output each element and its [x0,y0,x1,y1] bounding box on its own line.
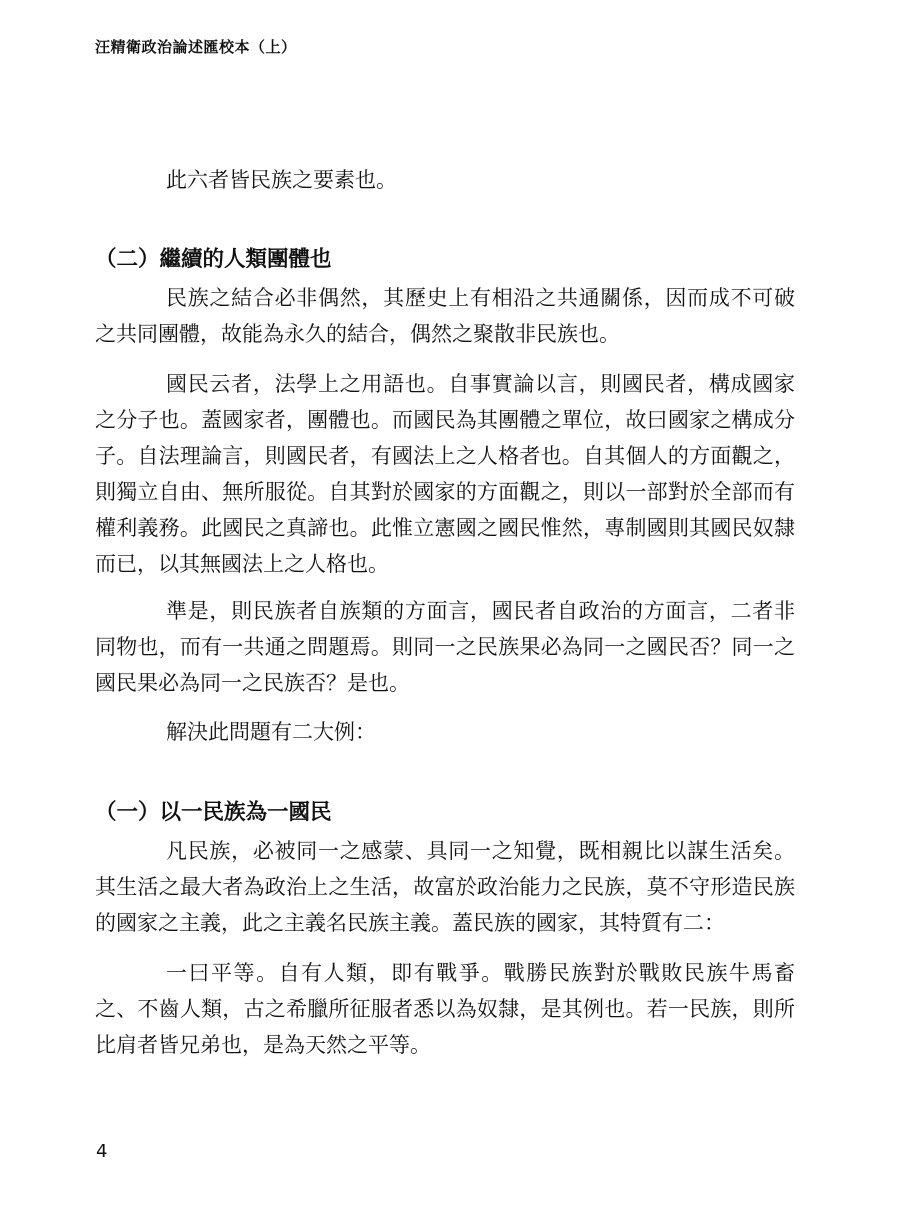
paragraph-6 [95,833,795,941]
paragraph-7-text: 一曰平等。自有人類，即有戰爭。戰勝民族對於戰敗民族牛馬畜之、不齒人類，古之希臘所征服者悉以為奴隸，是其例也。若一民族，則所比肩者皆兄弟也，是為天然之平等。 [95,961,795,1057]
page-number: 4 [96,1141,108,1162]
paragraph-3-text: 國民云者，法學上之用語也。自事實論以言，則國民者，構成國家之分子也。蓋國家者，團體也。而國民為其團體之單位，故曰國家之構成分子。自法理論言，則國民者，有國法上之人格者也。自其個人的方面觀之，則獨立自由、無所服從。自其對於國家的方面觀之，則以一部對於全部而有權利義務。此國民之真諦也。此惟立憲國之國民惟然，專制國則其國民奴隸而已，以其無國法上之人格也。 [95,372,795,576]
paragraph-2 [95,280,795,352]
running-header: 汪精衛政治論述匯校本（上） [95,38,297,56]
paragraph-4 [95,593,795,701]
paragraph-5-text: 解決此問題有二大例： [166,720,376,744]
paragraph-1 [95,162,795,198]
section-heading-2: （二）繼續的人類團體也 [95,247,332,272]
paragraph-7 [95,955,795,1063]
paragraph-4-text: 準是，則民族者自族類的方面言，國民者自政治的方面言，二者非同物也，而有一共通之問題焉。則同一之民族果必為同一之國民否？同一之國民果必為同一之民族否？是也。 [95,599,795,695]
paragraph-3 [95,366,795,582]
paragraph-2-text: 民族之結合必非偶然，其歷史上有相沿之共通關係，因而成不可破之共同團體，故能為永久的結合，偶然之聚散非民族也。 [95,286,795,346]
paragraph-6-text: 凡民族，必被同一之感蒙、具同一之知覺，既相親比以謀生活矣。其生活之最大者為政治上之生活，故富於政治能力之民族，莫不守形造民族的國家之主義，此之主義名民族主義。蓋民族的國家，其特質有二： [95,839,795,935]
paragraph-1-text: 此六者皆民族之要素也。 [166,168,397,192]
paragraph-5 [95,714,795,750]
section-heading-1: （一）以一民族為一國民 [95,800,332,825]
